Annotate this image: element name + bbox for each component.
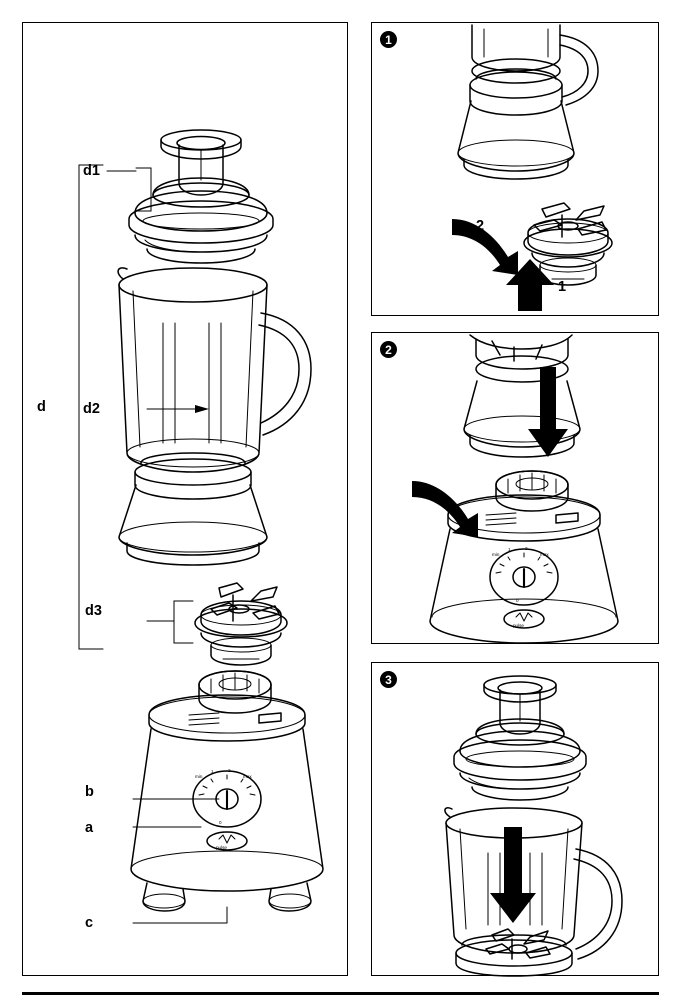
arrow-down-step2 — [528, 367, 568, 457]
part-blade-unit — [195, 583, 287, 665]
knob-mark-2: 2 — [228, 768, 231, 773]
step2-knob-mark-min: min — [492, 552, 500, 557]
step2-pulse-label: pulse — [513, 623, 524, 628]
motor-unit-step2 — [430, 471, 618, 643]
jug-base-upper — [464, 335, 580, 457]
step-1-drawing — [372, 23, 660, 317]
main-parts-drawing — [23, 23, 349, 977]
label-a: a — [85, 820, 94, 836]
step2-knob-mark-max: max — [540, 552, 549, 557]
knob-mark-0: 0 — [219, 820, 222, 825]
step-3-panel — [371, 662, 659, 976]
step-1-callout-1: 1 — [558, 279, 567, 295]
step-1-callout-2: 2 — [476, 218, 485, 234]
leader-c — [133, 907, 227, 923]
knob-mark-1: 1 — [211, 769, 214, 774]
label-d3: d3 — [85, 603, 102, 619]
part-motor-unit — [131, 671, 323, 911]
knob-mark-min: min — [195, 774, 203, 779]
step2-knob-mark-2: 2 — [525, 546, 528, 551]
jug-inverted — [458, 25, 598, 179]
leader-d2 — [147, 405, 209, 413]
arrow-curved-step2 — [412, 481, 478, 537]
label-d: d — [37, 399, 46, 415]
step-1-badge: 1 — [380, 31, 397, 48]
pulse-label: pulse — [216, 845, 227, 850]
step-2-panel — [371, 332, 659, 644]
step-1-panel — [371, 22, 659, 316]
part-glass-jug — [118, 268, 311, 565]
step2-knob-mark-0: 0 — [516, 598, 519, 603]
label-c: c — [85, 915, 94, 931]
lid-assembly-step3 — [454, 676, 586, 800]
label-b: b — [85, 784, 94, 800]
step-2-badge: 2 — [380, 341, 397, 358]
knob-mark-max: max — [243, 774, 252, 779]
bracket-d1 — [107, 168, 151, 211]
main-exploded-view-panel — [22, 22, 348, 976]
jug-with-blade-step3 — [445, 808, 622, 976]
label-d1: d1 — [83, 163, 100, 179]
step-3-badge: 3 — [380, 671, 397, 688]
bracket-d3 — [147, 601, 193, 643]
arrow-curved-turn — [452, 219, 518, 275]
step-3-drawing — [372, 663, 660, 977]
label-d2: d2 — [83, 401, 100, 417]
arrow-down-step3 — [490, 827, 536, 923]
step2-knob-mark-1: 1 — [508, 547, 511, 552]
page-bottom-rule — [22, 992, 659, 995]
